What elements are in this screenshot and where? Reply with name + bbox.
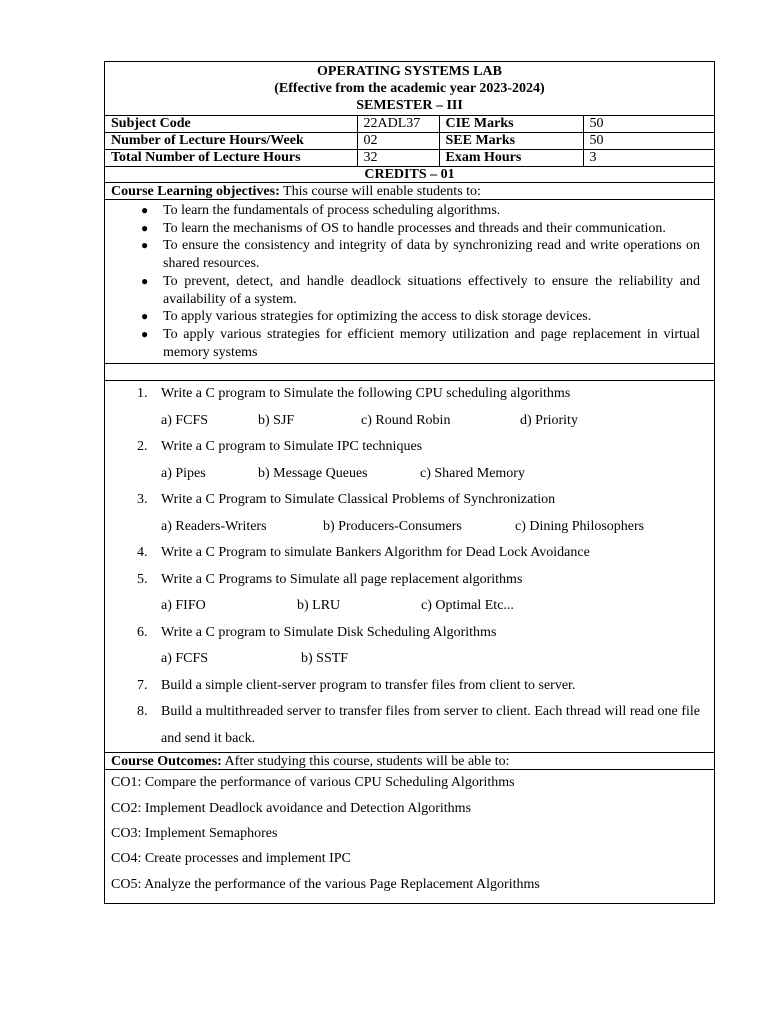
info-label: Subject Code [105, 116, 357, 133]
subitem: b) SJF [258, 412, 295, 428]
experiment-text: Write a C program to Simulate IPC techniques [161, 439, 423, 455]
experiment-item [105, 620, 714, 647]
credits: CREDITS – 01 [105, 167, 714, 183]
experiment-item [105, 487, 714, 514]
semester-label: SEMESTER – III [356, 98, 463, 113]
experiments-list [105, 381, 714, 753]
experiment-subitems [105, 514, 714, 541]
syllabus-document [104, 61, 715, 904]
info-value: 32 [357, 150, 439, 167]
experiment-subitems [105, 408, 714, 435]
subitem: c) Shared Memory [420, 465, 525, 481]
experiment-number: 2. [137, 439, 148, 455]
subitem: b) LRU [297, 598, 341, 614]
info-label: Total Number of Lecture Hours [105, 150, 357, 167]
objectives-list [105, 200, 714, 364]
effective-year: (Effective from the academic year 2023-2024) [274, 81, 545, 96]
subitem: d) Priority [520, 412, 578, 428]
course-title: OPERATING SYSTEMS LAB [317, 64, 502, 79]
subitem: a) Pipes [161, 465, 206, 481]
experiment-text: Write a C program to Simulate the following CPU scheduling algorithms [161, 386, 571, 402]
experiment-number: 3. [137, 492, 148, 508]
experiment-number: 5. [137, 571, 148, 587]
experiment-item [105, 567, 714, 594]
subitem: a) FCFS [161, 651, 209, 667]
objectives-label: Course Learning objectives: [111, 184, 280, 199]
info-value: 50 [589, 116, 604, 131]
bullet-icon: ● [141, 273, 149, 288]
experiment-text: Write a C Program to simulate Bankers Algorithm for Dead Lock Avoidance [161, 545, 590, 561]
list-item: CO2: Implement Deadlock avoidance and Detection Algorithms [111, 800, 472, 816]
experiment-item [105, 434, 714, 461]
bullet-icon: ● [141, 220, 149, 235]
info-value: 02 [357, 133, 439, 150]
experiment-text: Write a C Program to Simulate Classical Problems of Synchronization [161, 492, 556, 508]
experiment-text: Build a simple client-server program to transfer files from client to server. [161, 677, 576, 693]
experiment-subitems [105, 593, 714, 620]
list-item: CO5: Analyze the performance of the various Page Replacement Algorithms [111, 876, 540, 892]
outcomes-label: Course Outcomes: [111, 754, 222, 770]
document-title [105, 62, 714, 116]
experiment-text: Build a multithreaded server to transfer files from server to client. Each thread will read one file and send it back. [161, 704, 700, 746]
outcomes-header [105, 753, 714, 770]
outcomes-list [105, 770, 714, 902]
list-item: ● To apply various strategies for optimizing the access to disk storage devices. [141, 309, 592, 325]
list-item: CO3: Implement Semaphores [111, 825, 278, 841]
list-item: ● To learn the fundamentals of process scheduling algorithms. [141, 203, 501, 218]
info-label: CIE Marks [439, 116, 583, 133]
experiment-text: Write a C program to Simulate Disk Scheduling Algorithms [161, 624, 497, 640]
course-info [105, 116, 714, 167]
subitem: a) Readers-Writers [161, 518, 267, 534]
info-value: 22ADL37 [357, 116, 439, 133]
info-label: Exam Hours [439, 150, 583, 167]
experiment-number: 1. [137, 386, 148, 402]
list-item: ● To apply various strategies for efficient memory utilization and page replacement in virtual memory systems [141, 326, 700, 360]
list-item: ● To prevent, detect, and handle deadlock situations effectively to ensure the reliability and availability of a system. [141, 273, 700, 307]
experiment-number: 7. [137, 677, 148, 693]
experiment-subitems [105, 461, 714, 488]
subitem: b) Producers-Consumers [323, 518, 462, 534]
info-label: SEE Marks [439, 133, 583, 150]
bullet-icon: ● [141, 238, 149, 253]
table-row [105, 150, 714, 167]
list-item: ● To ensure the consistency and integrity of data by synchronizing read and write operations on shared resources. [141, 238, 700, 272]
info-value: 50 [583, 133, 714, 150]
info-value: 3 [583, 150, 714, 167]
subitem: c) Round Robin [361, 412, 451, 428]
subitem: b) Message Queues [258, 465, 368, 481]
experiment-item [105, 699, 714, 752]
objectives-header [105, 183, 714, 200]
experiment-number: 6. [137, 624, 148, 640]
outcomes-intro: After studying this course, students will be able to: [221, 754, 510, 770]
subitem: a) FIFO [161, 598, 206, 614]
course-info-table [105, 116, 714, 166]
list-item: CO4: Create processes and implement IPC [111, 851, 351, 867]
bullet-icon: ● [141, 309, 149, 324]
subitem: b) SSTF [301, 651, 349, 667]
list-item: ● To learn the mechanisms of OS to handle processes and threads and their communication. [141, 220, 666, 236]
bullet-icon: ● [141, 326, 149, 341]
table-row [105, 116, 714, 133]
list-item: CO1: Compare the performance of various CPU Scheduling Algorithms [111, 775, 515, 791]
experiment-number: 4. [137, 545, 148, 561]
info-label: Number of Lecture Hours/Week [105, 133, 357, 150]
objectives-intro: This course will enable students to: [279, 184, 481, 199]
experiment-subitems [105, 646, 714, 673]
blank-row [105, 364, 714, 381]
experiment-item [105, 381, 714, 408]
bullet-icon: ● [141, 203, 149, 217]
table-row [105, 133, 714, 150]
experiment-item [105, 673, 714, 700]
subitem: c) Dining Philosophers [515, 518, 645, 534]
experiment-number: 8. [137, 704, 148, 720]
experiment-item [105, 540, 714, 567]
subitem: a) FCFS [161, 412, 209, 428]
subitem: c) Optimal Etc... [421, 598, 514, 614]
experiment-text: Write a C Programs to Simulate all page replacement algorithms [161, 571, 523, 587]
